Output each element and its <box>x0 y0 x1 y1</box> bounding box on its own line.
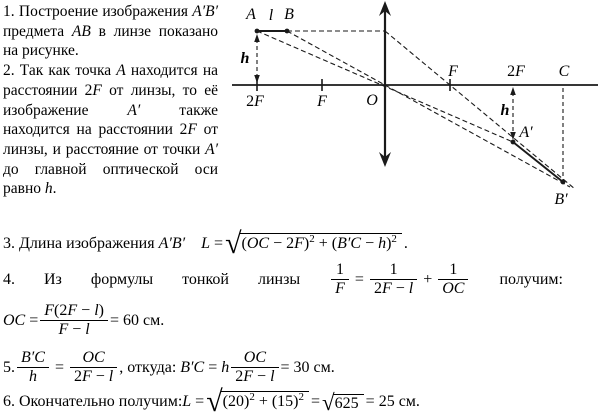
label-h-left: h <box>240 50 250 67</box>
label-f-left: F <box>317 93 327 110</box>
ray-diagram-svg <box>230 0 600 218</box>
frac-oc-over-2f-minus-l-2: $\frac{OC}{2F - l}$ <box>231 349 278 387</box>
label-2f-right: 2F <box>507 63 525 80</box>
equals-sign: = <box>54 358 64 376</box>
thin-lens-formula <box>329 261 470 299</box>
image-ab-segment <box>513 142 563 182</box>
line6-eq: = <box>311 393 321 410</box>
line3-lhs: L = <box>201 235 224 252</box>
line4-word-2: формулы <box>90 270 154 288</box>
line4-word-1: Из <box>43 270 62 288</box>
equals-sign: = <box>354 270 364 288</box>
frac-oc-over-2f-minus-l: $\frac{OC}{2F - l}$ <box>70 349 117 387</box>
label-l: l <box>268 7 274 24</box>
line5-rhs: = 30 см. <box>280 358 335 376</box>
line4-word-3: тонкой <box>182 270 229 288</box>
solution-line-oc <box>3 302 164 340</box>
line6-lhs: L = <box>182 393 205 410</box>
radical-sign-icon: √ <box>225 227 242 260</box>
solution-line-6 <box>3 387 420 417</box>
h-left-arrow-down-icon <box>254 75 260 83</box>
h-right-arrow-up-icon <box>510 87 516 95</box>
line6-pre: 6. Окончательно получим: <box>3 393 183 410</box>
line4-tail: получим: <box>499 270 563 288</box>
solution-line-4 <box>3 261 563 299</box>
left-text-column <box>3 2 218 199</box>
label-f-right: F <box>448 63 458 80</box>
radical-sign-icon: √ <box>322 389 335 415</box>
line3-radical <box>225 229 402 259</box>
line6-rhs: = 25 см. <box>365 393 420 410</box>
line5-mid: , откуда: B′C = h <box>119 358 230 376</box>
line5-number: 5. <box>3 358 15 376</box>
lens-ray-diagram <box>230 0 600 223</box>
frac-bc-over-h: $\frac{B'C}{h}$ <box>17 349 49 387</box>
line6-radical-2 <box>322 391 364 414</box>
line6-radical-1 <box>206 387 309 417</box>
line6-radicand-1: $(20)^2 + (15)^2$ <box>221 391 309 411</box>
solution-line-5 <box>3 349 335 387</box>
radical-sign-icon: √ <box>206 385 223 418</box>
h-left-arrow-up-icon <box>254 34 260 42</box>
oc-rhs: = 60 см. <box>109 311 165 329</box>
ray-b-through-center <box>287 31 570 187</box>
label-b: B <box>284 6 294 23</box>
frac-1-over-f: $\frac{1}{F}$ <box>331 261 349 299</box>
label-b-prime: B′ <box>554 191 568 208</box>
line4-word-4: линзы <box>257 270 301 288</box>
oc-fraction: $\frac{F(2F - l)}{F - l}$ <box>40 302 108 340</box>
line3-radicand: $(OC - 2F)^2 + (B'C - h)^2$ <box>240 233 402 253</box>
label-a: A <box>246 6 256 23</box>
line4-number: 4. <box>3 270 15 288</box>
ray-through-focus <box>385 31 575 189</box>
line6-radicand-2: 625 <box>333 394 364 413</box>
paragraph-1: 1. Построение изображения A′B′ предмета AB в линзе показано на рисунке. <box>3 3 218 60</box>
line3-period: . <box>403 235 408 252</box>
solution-line-3 <box>3 229 408 259</box>
label-2f-left: 2F <box>246 93 264 110</box>
label-c: C <box>558 63 570 80</box>
label-a-prime: A′ <box>519 124 533 141</box>
label-h-right: h <box>500 102 510 119</box>
label-o: O <box>366 92 378 109</box>
frac-1-over-2f-minus-l: $\frac{1}{2F - l}$ <box>370 261 417 299</box>
paragraph-2: 2. Так как точка A находится на расстоянии 2F от линзы, то её изображение A′ также находится на расстоянии 2F от линзы, и расстояние от точки A′ до главной оптической оси равно h. <box>3 62 218 198</box>
frac-1-over-oc: $\frac{1}{OC}$ <box>438 261 468 299</box>
oc-lhs: OC = <box>3 311 39 329</box>
plus-sign: + <box>423 270 433 288</box>
line3-label: 3. Длина изображения A′B′ <box>3 235 186 252</box>
